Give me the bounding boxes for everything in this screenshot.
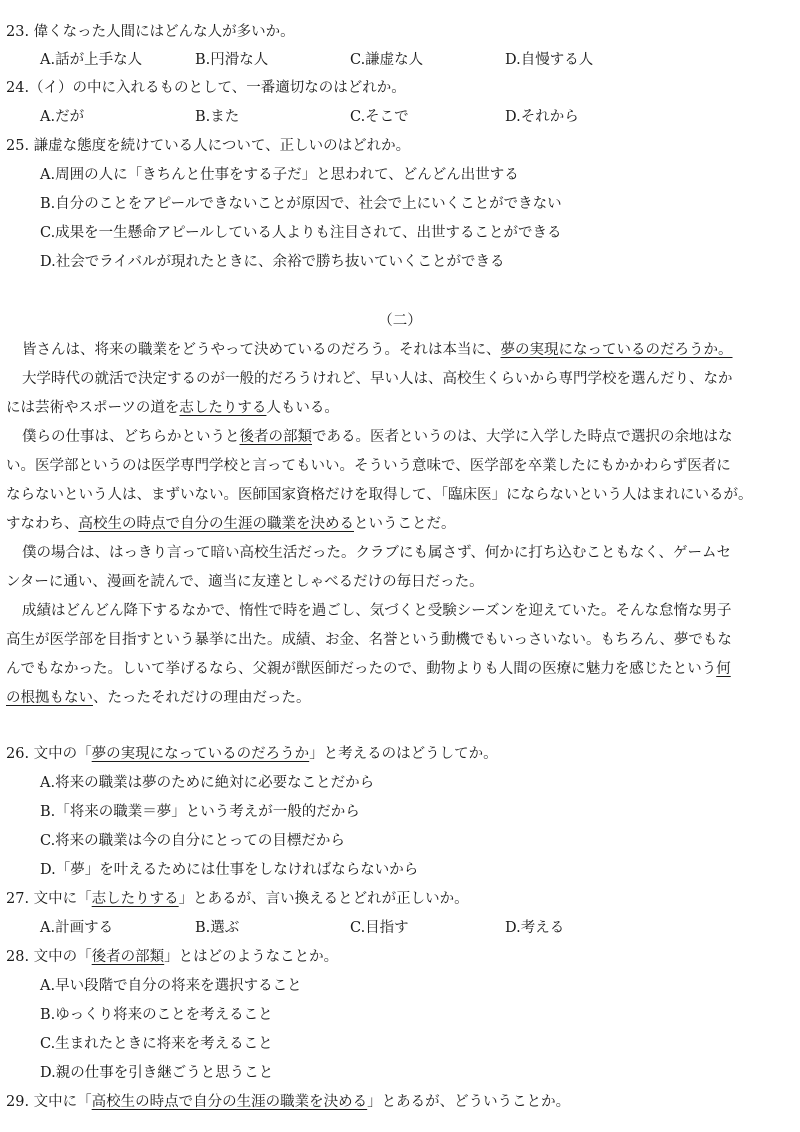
q28-option-a: A.早い段階で自分の将来を選択すること <box>40 978 302 994</box>
q24-option-a: A.だが <box>40 109 85 125</box>
q27-option-d: D.考える <box>505 920 565 936</box>
passage-paragraph-4-line-1: 僕の場合は、はっきり言って暗い高校生活だった。クラブにも属さず、何かに打ち込むこともなく、ゲームセ <box>22 545 732 561</box>
q26-option-d: D.「夢」を叶えるためには仕事をしなければならないから <box>40 862 419 878</box>
q28-option-b: B.ゆっくり将来のことを考えること <box>40 1007 273 1023</box>
q25-option-a: A.周囲の人に「きちんと仕事をする子だ」と思われて、どんどん出世する <box>40 167 519 183</box>
q24-option-d: D.それから <box>505 109 579 125</box>
passage-paragraph-3-line-1: 僕らの仕事は、どちらかというと後者の部類である。医者というのは、大学に入学した時点で選択の余地はな <box>22 429 733 445</box>
q23-option-a: A.話が上手な人 <box>40 52 143 68</box>
q25-option-b: B.自分のことをアピールできないことが原因で、社会で上にいくことができない <box>40 196 562 212</box>
q23-option-c: C.謙虚な人 <box>350 52 424 68</box>
question-26-stem: 26. 文中の「夢の実現になっているのだろうか」と考えるのはどうしてか。 <box>6 746 498 762</box>
q28-option-d: D.親の仕事を引き継ごうと思うこと <box>40 1065 274 1081</box>
section-title: （二） <box>378 313 422 329</box>
passage-paragraph-1: 皆さんは、将来の職業をどうやって決めているのだろう。それは本当に、夢の実現になっているのだろうか。 <box>22 342 733 358</box>
question-24-stem: 24.（イ）の中に入れるものとして、一番適切なのはどれか。 <box>6 80 406 96</box>
underline-konkyo-1: 何 <box>716 661 731 677</box>
q24-option-b: B.また <box>195 109 240 125</box>
q27-option-b: B.選ぶ <box>195 920 240 936</box>
passage-paragraph-5-line-2: 高生が医学部を目指すという暴挙に出た。成績、お金、名誉という動機でもいっさいない。もちろん、夢でもな <box>6 632 732 648</box>
question-23-stem: 23. 偉くなった人間にはどんな人が多いか。 <box>6 24 295 40</box>
q27-option-a: A.計画する <box>40 920 114 936</box>
q26-option-c: C.将来の職業は今の自分にとっての目標だから <box>40 833 345 849</box>
q25-option-d: D.社会でライバルが現れたときに、余裕で勝ち抜いていくことができる <box>40 254 505 270</box>
question-28-stem: 28. 文中の「後者の部類」とはどのようなことか。 <box>6 949 339 965</box>
q26-option-b: B.「将来の職業＝夢」という考えが一般的だから <box>40 804 360 820</box>
question-27-stem: 27. 文中に「志したりする」とあるが、言い換えるとどれが正しいか。 <box>6 891 469 907</box>
q26-option-a: A.将来の職業は夢のために絶対に必要なことだから <box>40 775 375 791</box>
q24-option-c: C.そこで <box>350 109 409 125</box>
passage-paragraph-3-line-4: すなわち、高校生の時点で自分の生涯の職業を決めるということだ。 <box>6 516 456 532</box>
passage-paragraph-5-line-3: んでもなかった。しいて挙げるなら、父親が獣医師だったので、動物よりも人間の医療に魅力を感じたという何 <box>6 661 731 677</box>
underline-kousha: 後者の部類 <box>239 429 312 445</box>
passage-paragraph-4-line-2: ンターに通い、漫画を読んで、適当に友達としゃべるだけの毎日だった。 <box>6 574 484 590</box>
question-25-stem: 25. 謙虚な態度を続けている人について、正しいのはどれか。 <box>6 138 411 154</box>
passage-paragraph-3-line-2: い。医学部というのは医学専門学校と言ってもいい。そういう意味で、医学部を卒業したにもかかわらず医者に <box>6 458 731 474</box>
underline-konkyo-2: の根拠もない <box>6 690 93 706</box>
q23-option-d: D.自慢する人 <box>505 52 594 68</box>
underline-dream: 夢の実現になっているのだろうか。 <box>500 342 733 358</box>
passage-paragraph-2-line-1: 大学時代の就活で決定するのが一般的だろうけれど、早い人は、高校生くらいから専門学校を選んだり、なか <box>22 371 733 387</box>
question-29-stem: 29. 文中に「高校生の時点で自分の生涯の職業を決める」とあるが、どういうことか。 <box>6 1094 571 1110</box>
q27-option-c: C.目指す <box>350 920 409 936</box>
passage-paragraph-5-line-4: の根拠もない、たったそれだけの理由だった。 <box>6 690 311 706</box>
passage-paragraph-2-line-2: には芸術やスポーツの道を志したりする人もいる。 <box>6 400 339 416</box>
q25-option-c: C.成果を一生懸命アピールしている人よりも注目されて、出世することができる <box>40 225 562 241</box>
q28-option-c: C.生まれたときに将来を考えること <box>40 1036 273 1052</box>
passage-paragraph-3-line-3: ならないという人は、まずいない。医師国家資格だけを取得して、「臨床医」にならないという人はまれにいるが。 <box>6 487 753 503</box>
underline-shougai: 高校生の時点で自分の生涯の職業を決める <box>78 516 354 532</box>
underline-kokorozasu: 志したりする <box>179 400 267 416</box>
q23-option-b: B.円滑な人 <box>195 52 269 68</box>
passage-paragraph-5-line-1: 成績はどんどん降下するなかで、惰性で時を過ごし、気づくと受験シーズンを迎えていた。そんな怠惰な男子 <box>22 603 732 619</box>
